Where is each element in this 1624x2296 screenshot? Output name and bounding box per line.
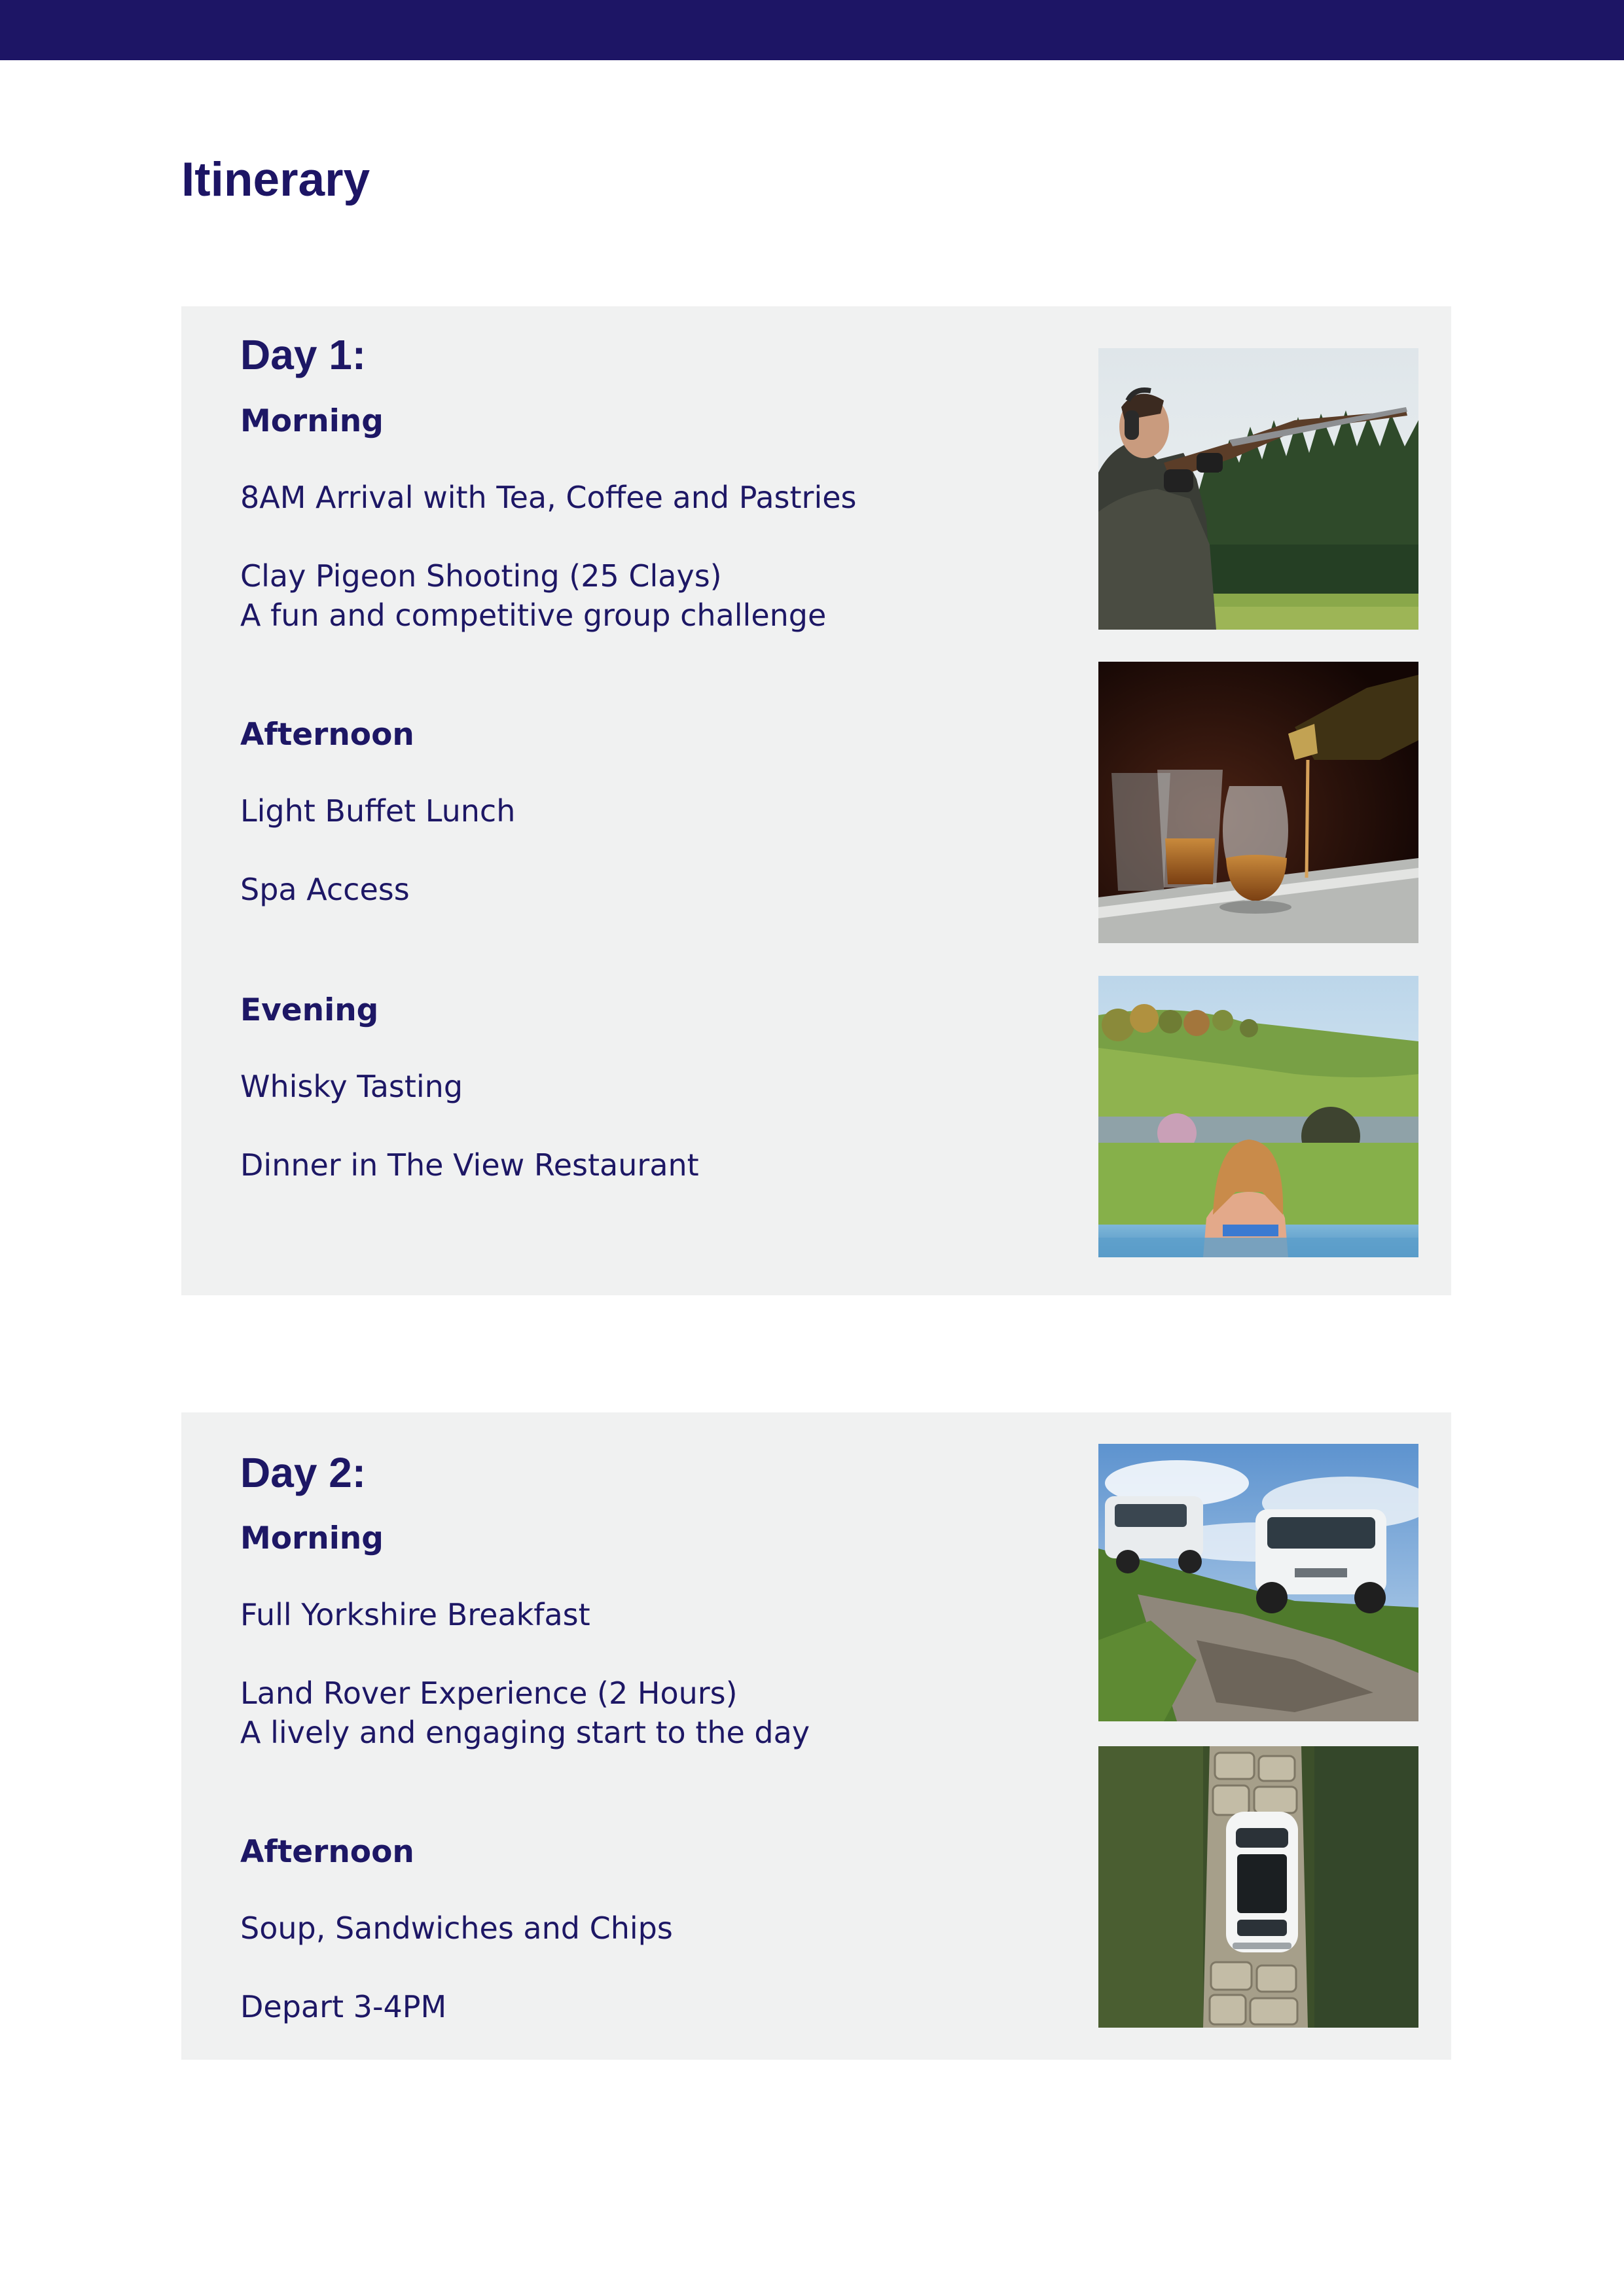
day-1-arrival-item: 8AM Arrival with Tea, Coffee and Pastries xyxy=(240,480,857,515)
activity-description: A lively and engaging start to the day xyxy=(240,1715,810,1750)
infinity-pool-view-photo xyxy=(1098,976,1418,1257)
activity-name: Clay Pigeon Shooting (25 Clays) xyxy=(240,558,722,594)
day-2-title: Day 2: xyxy=(240,1449,367,1496)
day-1-panel xyxy=(181,306,1451,1295)
activity-description: A fun and competitive group challenge xyxy=(240,598,827,633)
day-2-land-rover-item xyxy=(240,1674,810,1752)
day-2-lunch-item: Soup, Sandwiches and Chips xyxy=(240,1910,673,1946)
day-1-whisky-item: Whisky Tasting xyxy=(240,1069,463,1104)
day-1-title: Day 1: xyxy=(240,331,367,378)
day-2-morning-heading: Morning xyxy=(240,1520,384,1556)
aerial-land-rover-photo xyxy=(1098,1746,1418,2028)
day-1-lunch-item: Light Buffet Lunch xyxy=(240,793,516,829)
land-rovers-offroad-photo xyxy=(1098,1444,1418,1721)
day-2-afternoon-heading: Afternoon xyxy=(240,1834,414,1870)
day-1-dinner-item: Dinner in The View Restaurant xyxy=(240,1147,699,1183)
day-2-panel xyxy=(181,1412,1451,2060)
day-1-evening-heading: Evening xyxy=(240,992,379,1028)
activity-name: Land Rover Experience (2 Hours) xyxy=(240,1676,738,1711)
whisky-pouring-photo xyxy=(1098,662,1418,943)
day-1-clay-shooting-item xyxy=(240,556,826,635)
day-2-depart-item: Depart 3-4PM xyxy=(240,1989,447,2024)
page-title: Itinerary xyxy=(181,153,370,206)
day-1-spa-item: Spa Access xyxy=(240,872,410,907)
top-brand-bar xyxy=(0,0,1624,60)
day-2-breakfast-item: Full Yorkshire Breakfast xyxy=(240,1597,590,1632)
day-1-afternoon-heading: Afternoon xyxy=(240,717,414,753)
day-1-morning-heading: Morning xyxy=(240,403,384,439)
clay-pigeon-shooter-photo xyxy=(1098,348,1418,630)
